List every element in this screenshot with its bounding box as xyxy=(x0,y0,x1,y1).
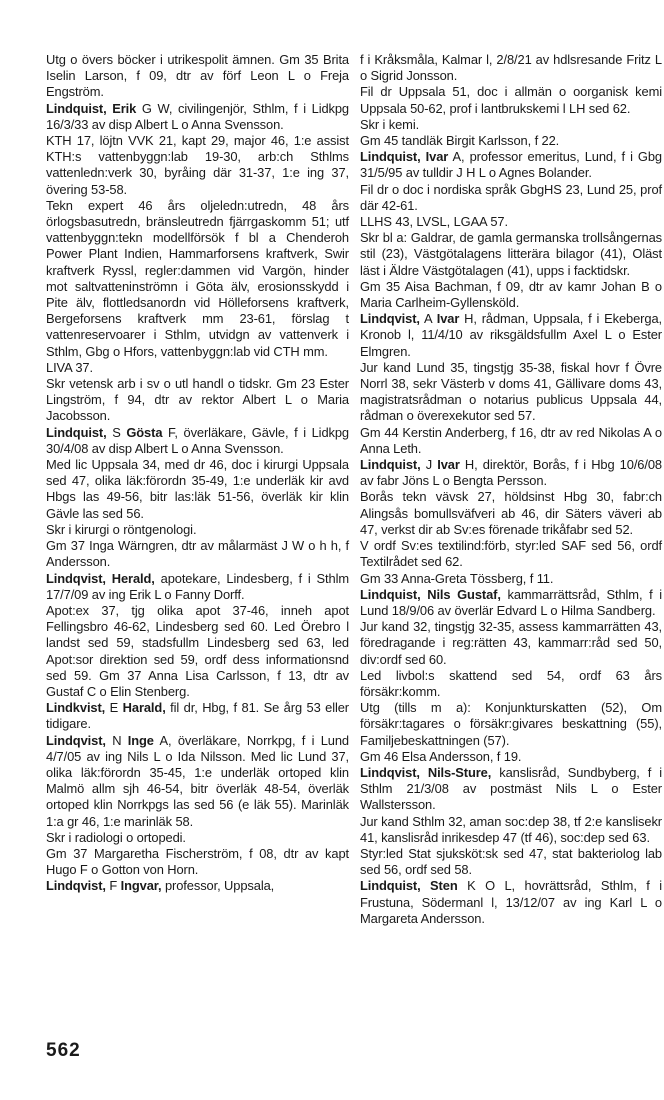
entry-paragraph xyxy=(360,117,662,133)
entry-paragraph xyxy=(46,733,349,830)
entry-name: Lindqvist, xyxy=(46,732,106,748)
entry-text: H, direktör, Borås, f i Hbg 10/6/08 av fabr Jöns L o Bengta Persson. xyxy=(360,457,662,489)
entry-text: Utg (tills m a): Konjunkturskatten (52), Om försäkr:tagares o försäkr:givares beskattning (55), Familjebeskattningen (57). xyxy=(360,700,662,748)
entry-text: K O L, hovrättsråd, Sthlm, f i Frustuna, Södermanl l, 13/12/07 av ing Karl L o Margareta Andersson. xyxy=(360,878,663,926)
entry-name: Lindquist, Nils Gustaf, xyxy=(360,586,501,602)
entry-text: Gm 46 Elsa Andersson, f 19. xyxy=(360,748,522,764)
entry-name: Lindqvist, xyxy=(46,878,106,894)
entry-name: Lindquist, xyxy=(360,457,421,473)
entry-paragraph xyxy=(360,571,662,587)
entry-text: Gm 33 Anna-Greta Tössberg, f 11. xyxy=(360,570,554,586)
entry-paragraph xyxy=(46,522,349,538)
entry-name: Lindquist, Ivar xyxy=(360,149,449,165)
entry-paragraph xyxy=(46,133,349,198)
entry-paragraph xyxy=(360,279,662,311)
entry-name: Harald, xyxy=(122,700,166,716)
entry-name: Inge xyxy=(127,732,154,748)
page-number: 562 xyxy=(46,1040,81,1061)
entry-paragraph xyxy=(46,425,349,457)
entry-text: V ordf Sv:es textilind:förb, styr:led SAF sed 56, ordf Textilrådet sed 62. xyxy=(360,538,662,570)
entry-paragraph xyxy=(46,571,349,603)
entry-name: Lindqvist, Nils-Sture, xyxy=(360,764,492,780)
entry-paragraph xyxy=(360,814,662,846)
entry-name: Ivar xyxy=(436,311,460,327)
entry-paragraph xyxy=(360,133,662,149)
entry-paragraph xyxy=(360,360,662,425)
entry-text: Borås tekn vävsk 27, höldsinst Hbg 30, fabr:ch Alingsås bomullsväfveri ab 46, dir Säters väveri ab 47, verkst dir ab Sv:es förenade trikåfabr sed 52. xyxy=(360,489,662,537)
entry-text: N xyxy=(105,732,128,748)
entry-text: Skr bl a: Galdrar, de gamla germanska trollsångernas stil (23), Västgötalagens litterära bilagor (41), Oläst läst i Äldre Västgötalagen (41), upps i facktidskr. xyxy=(360,230,662,278)
entry-text: S xyxy=(106,424,127,440)
entry-text: Jur kand Lund 35, tingstjg 35-38, fiskal hovr f Övre Norrl 38, sekr Västerb v doms 41, Gällivare doms 43, magistratsrådman o notarius publicus Uppsala 44, rådman o överexekutor sed 57. xyxy=(360,359,662,424)
entry-text: Utg o övers böcker i utrikespolit ämnen. Gm 35 Brita Iselin Larson, f 09, dtr av förf Leon L o Freja Engström. xyxy=(46,52,349,100)
entry-text: professor, Uppsala, xyxy=(161,878,275,894)
entry-paragraph xyxy=(360,587,662,619)
entry-paragraph xyxy=(46,101,349,133)
entry-name: Ivar xyxy=(437,457,460,473)
entry-paragraph xyxy=(46,457,349,522)
entry-paragraph xyxy=(46,360,349,376)
entry-paragraph xyxy=(360,749,662,765)
entry-paragraph xyxy=(360,619,662,668)
entry-text: Gm 44 Kerstin Anderberg, f 16, dtr av red Nikolas A o Anna Leth. xyxy=(360,424,662,456)
entry-text: Apot:ex 37, tjg olika apot 37-46, inneh apot Fellingsbro 46-62, Lindesberg sed 60. Led Örebro l landst sed 59, stadsfullm Lindesberg sed 63, led Apot:sor direktion sed 59, ordf dess informationsnd sed 59. Gm 37 Anna Lisa Carlsson, f 13, dtr av Gustaf C o Elin Stenberg. xyxy=(46,602,349,699)
entry-text: Gm 37 Inga Wärngren, dtr av målarmäst J W o h h, f Andersson. xyxy=(46,538,349,570)
entry-name: Lindquist, xyxy=(46,424,107,440)
entry-text: A, professor emeritus, Lund, f i Gbg 31/5/95 av tulldir J H L o Agnes Bolander. xyxy=(360,149,662,181)
entry-text: Skr i radiologi o ortopedi. xyxy=(46,829,186,845)
entry-text: F xyxy=(105,878,121,894)
entry-paragraph xyxy=(46,846,349,878)
entry-paragraph xyxy=(46,830,349,846)
entry-text: LLHS 43, LVSL, LGAA 57. xyxy=(360,214,508,230)
entry-text: Jur kand 32, tingstjg 32-35, assess kammarrätten 43, föredragande i reg:rätten 43, kammarr:råd sed 50, div:ordf sed 60. xyxy=(360,619,662,667)
entry-text: kammarrättsråd, Sthlm, f i Lund 18/9/06 av överlär Edvard L o Hilma Sandberg. xyxy=(360,586,662,618)
entry-paragraph xyxy=(360,84,662,116)
entry-name: Lindqvist, Herald, xyxy=(46,570,155,586)
entry-text: Skr vetensk arb i sv o utl handl o tidskr. Gm 23 Ester Lingström, f 94, dtr av rektor Albert L o Maria Jacobsson. xyxy=(46,376,349,424)
entry-name: Lindquist, Sten xyxy=(360,878,458,894)
entry-text: f i Kråksmåla, Kalmar l, 2/8/21 av hdlsresande Fritz L o Sigrid Jonsson. xyxy=(360,52,662,84)
entry-text: fil dr, Hbg, f 81. Se årg 53 eller tidigare. xyxy=(46,700,350,732)
entry-paragraph xyxy=(46,603,349,700)
entry-text: Jur kand Sthlm 32, aman soc:dep 38, tf 2:e kanslisekr 41, kanslisråd inrikesdep 47 (tf 46), soc:dep sed 63. xyxy=(360,813,662,845)
entry-paragraph xyxy=(360,846,662,878)
left-column xyxy=(46,52,349,895)
entry-text: H, rådman, Uppsala, f i Ekeberga, Kronob l, 11/4/10 av riksgäldsfullm Axel L o Ester Elmgren. xyxy=(360,311,662,359)
entry-text: Med lic Uppsala 34, med dr 46, doc i kirurgi Uppsala sed 47, olika läk:förordn 35-49, 1:e underläk kir avd Hbgs las 49-56, bitr las:läk 51-56, överläk kir klin Gävle las sed 56. xyxy=(46,457,349,521)
entry-paragraph xyxy=(360,425,662,457)
entry-text: J xyxy=(420,457,438,473)
entry-paragraph xyxy=(360,489,662,538)
entry-text: Skr i kemi. xyxy=(360,116,420,132)
entry-text: Styr:led Stat sjuksköt:sk sed 47, stat bakteriolog lab sed 56, ordf sed 58. xyxy=(360,845,662,878)
entry-text: E xyxy=(105,700,123,716)
entry-paragraph xyxy=(46,538,349,570)
entry-text: A, överläkare, Norrkpg, f i Lund 4/7/05 av ing Nils L o Ida Nilsson. Med lic Lund 37, olika läk:förordn 35-45, 1:e underläk ortoped klin Malmö allm sjh 46-54, bitr överläk 48-54, överläk ortoped klin Norrkpgs las sed 56 (e läk 55). Marinläk 1:a gr 46, 1:e marinläk 58. xyxy=(46,732,349,829)
entry-text: Fil dr Uppsala 51, doc i allmän o oorganisk kemi Uppsala 50-62, prof i lantbrukskemi l LH sed 62. xyxy=(360,84,662,116)
entry-paragraph xyxy=(360,230,662,279)
entry-text: Led livbol:s skattend sed 54, ordf 63 års försäkr:komm. xyxy=(360,667,662,699)
entry-name: Gösta xyxy=(126,424,163,440)
right-column xyxy=(360,52,662,927)
entry-paragraph xyxy=(360,182,662,214)
entry-text: Gm 37 Margaretha Fischerström, f 08, dtr av kapt Hugo F o Gotton von Horn. xyxy=(46,845,349,878)
entry-text: Fil dr o doc i nordiska språk GbgHS 23, Lund 25, prof där 42-61. xyxy=(360,181,662,213)
entry-paragraph xyxy=(46,878,349,894)
entry-paragraph xyxy=(360,700,662,749)
entry-paragraph xyxy=(360,668,662,700)
entry-paragraph xyxy=(360,214,662,230)
entry-text: apotekare, Lindesberg, f i Sthlm 17/7/09 av ing Erik L o Fanny Dorff. xyxy=(46,570,349,602)
entry-text: A xyxy=(419,311,437,327)
entry-text: KTH 17, löjtn VVK 21, kapt 29, major 46, 1:e assist KTH:s vattenbyggn:lab 19-30, arb:ch Sthlms vattenledn:verk 30, byråing där 31-37, 1:e ing 37, övering 53-58. xyxy=(46,133,349,197)
entry-name: Lindqvist, xyxy=(360,311,420,327)
entry-name: Lindkvist, xyxy=(46,700,106,716)
entry-paragraph xyxy=(360,878,662,927)
entry-paragraph xyxy=(46,198,349,360)
entry-paragraph xyxy=(360,149,662,181)
entry-text: Skr i kirurgi o röntgenologi. xyxy=(46,521,197,537)
entry-text: F, överläkare, Gävle, f i Lidkpg 30/4/08 av disp Albert L o Anna Svensson. xyxy=(46,424,350,456)
entry-name: Ingvar, xyxy=(120,878,162,894)
entry-paragraph xyxy=(360,311,662,360)
entry-text: Gm 35 Aisa Bachman, f 09, dtr av kamr Johan B o Maria Carlheim-Gyllensköld. xyxy=(360,278,662,311)
entry-paragraph xyxy=(46,700,349,732)
entry-text: Gm 45 tandläk Birgit Karlsson, f 22. xyxy=(360,133,560,149)
entry-name: Lindquist, Erik xyxy=(46,100,137,116)
entry-paragraph xyxy=(360,52,662,84)
entry-paragraph xyxy=(46,376,349,425)
entry-text: LIVA 37. xyxy=(46,359,93,375)
entry-text: G W, civilingenjör, Sthlm, f i Lidkpg 16/3/33 av disp Albert L o Anna Svensson. xyxy=(46,100,350,132)
entry-paragraph xyxy=(360,538,662,570)
entry-paragraph xyxy=(360,765,662,814)
entry-paragraph xyxy=(360,457,662,489)
entry-paragraph xyxy=(46,52,349,101)
entry-text: kanslisråd, Sundbyberg, f i Sthlm 21/3/08 av postmäst Nils L o Ester Wallstersson. xyxy=(360,764,662,813)
entry-text: Tekn expert 46 års oljeledn:utredn, 48 års örlogsbasutredn, bränsleutredn fjärrgaskomm 51; utf vattenbyggn:tekn modellförsök f bl a Chenderoh Power Plant Indien, Hammarforsens kraftverk, Swir kraftverk Ryssl, regler:dammen vid Vargön, hinder mot saltvatteninströmn i Göta älv, erosionsskydd i Pite älv, flottledsanordn vid Hölleforsens kraftverk, Bergeforsens kraftverk mm 23-61, förslag t vattenreservoarer i Sthlm, utvidgn av vattenverk i Sthlm, Gbg o Hfors, vattenbyggn:lab vid CTH mm. xyxy=(46,197,349,359)
